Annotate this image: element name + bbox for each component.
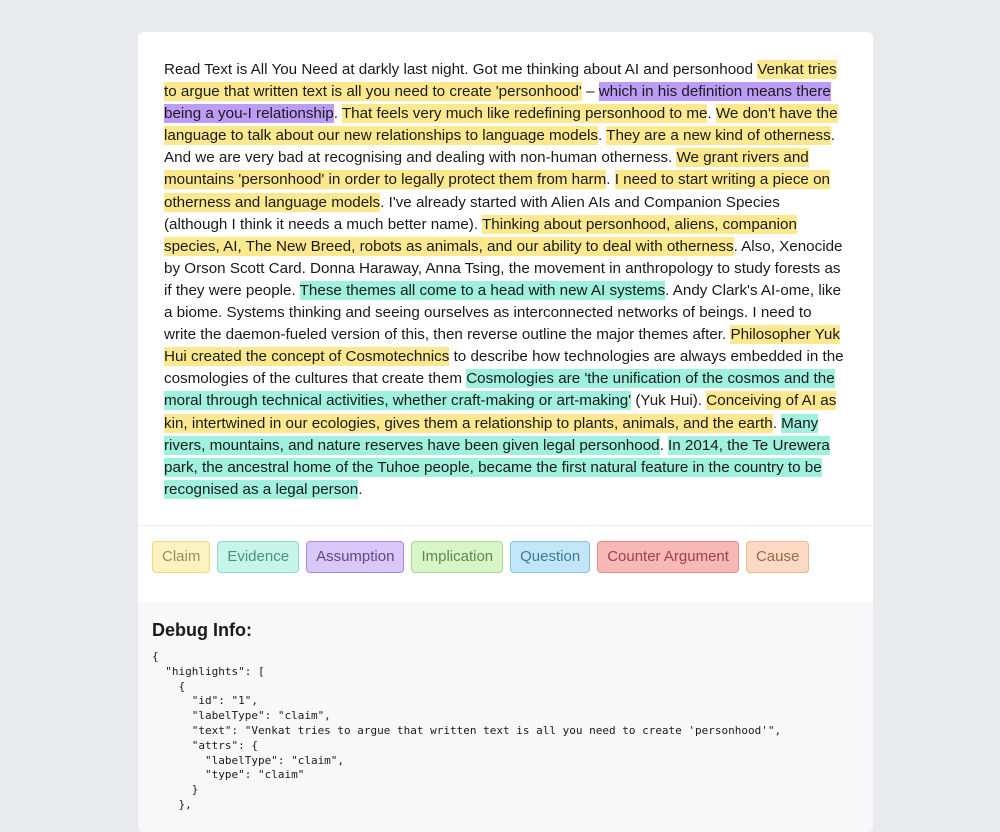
text-segment: . xyxy=(333,105,342,123)
claim-highlight[interactable]: Venkat tries to argue that written text is all you need to create 'personhood' xyxy=(164,61,837,101)
assumption-label-button[interactable]: Assumption xyxy=(306,541,404,573)
text-segment: (Yuk Hui). xyxy=(631,392,707,410)
text-segment: . Also, Xenocide by Orson Scott Card. Donna Haraway, Anna Tsing, the movement in anthropology to study forests as if they were people. xyxy=(164,237,843,299)
evidence-highlight[interactable]: In 2014, the Te Urewera park, the ancestral home of the Tuhoe people, became the first natural feature in the country to be recognised as a legal person xyxy=(164,436,830,498)
text-segment: . xyxy=(707,105,716,123)
claim-highlight[interactable]: We don't have the language to talk about our new relationships to language models xyxy=(164,105,838,145)
claim-highlight[interactable]: We grant rivers and mountains 'personhood' in order to legally protect them from harm xyxy=(164,149,809,189)
text-segment: . xyxy=(659,436,669,454)
annotation-card xyxy=(138,32,873,832)
counter-argument-label-button[interactable]: Counter Argument xyxy=(597,541,739,573)
label-toolbar xyxy=(138,526,873,602)
debug-title: Debug Info: xyxy=(152,620,252,640)
text-segment: . xyxy=(358,480,363,498)
assumption-highlight[interactable]: which in his definition means there being a you-I relationship xyxy=(164,83,831,123)
claim-highlight[interactable]: Conceiving of AI as kin, intertwined in our ecologies, gives them a relationship to plants, animals, and the earth xyxy=(164,392,837,432)
debug-panel xyxy=(138,602,873,832)
implication-label-button[interactable]: Implication xyxy=(411,541,503,573)
annotated-text[interactable] xyxy=(138,32,873,526)
evidence-highlight[interactable]: Cosmologies are 'the unification of the cosmos and the moral through technical activities, whether craft-making or art-making' xyxy=(164,370,835,410)
text-segment: to describe how technologies are always embedded in the cosmologies of the cultures that create them xyxy=(164,348,844,388)
question-label-button[interactable]: Question xyxy=(510,541,590,573)
evidence-label-button[interactable]: Evidence xyxy=(217,541,299,573)
text-segment: . xyxy=(598,127,607,145)
claim-highlight[interactable]: They are a new kind of otherness xyxy=(606,127,831,145)
evidence-highlight[interactable]: These themes all come to a head with new AI systems xyxy=(299,281,666,299)
claim-highlight[interactable]: I need to start writing a piece on otherness and language models xyxy=(164,171,830,211)
text-segment: . xyxy=(772,414,782,432)
text-segment: . And we are very bad at recognising and dealing with non-human otherness. xyxy=(164,127,835,167)
text-segment: Read Text is All You Need at darkly last night. Got me thinking about AI and personhood xyxy=(164,61,758,78)
evidence-highlight[interactable]: Many rivers, mountains, and nature reserves have been given legal personhood xyxy=(164,414,819,454)
debug-json: { "highlights": [ { "id": "1", "labelType": "claim", "text": "Venkat tries to argue that written text is all you need to create 'personhood'", "attrs": { "labelType": "claim", "type": "claim" } }, xyxy=(152,650,782,811)
text-segment: . Andy Clark's AI-ome, like a biome. Systems thinking and seeing ourselves as interconnected networks of beings. I need to write the daemon-fueled version of this, then reverse outline the major themes after. xyxy=(164,281,842,344)
text-segment: . I've already started with Alien AIs and Companion Species (although I think it needs a much better name). xyxy=(164,193,780,233)
text-segment: . xyxy=(606,171,615,189)
claim-highlight[interactable]: Thinking about personhood, aliens, companion species, AI, The New Breed, robots as animals, and our ability to deal with otherness xyxy=(164,215,797,255)
claim-label-button[interactable]: Claim xyxy=(152,541,210,573)
text-segment: – xyxy=(581,83,599,101)
claim-highlight[interactable]: Philosopher Yuk Hui created the concept of Cosmotechnics xyxy=(164,326,840,366)
claim-highlight[interactable]: That feels very much like redefining personhood to me xyxy=(341,105,708,123)
cause-label-button[interactable]: Cause xyxy=(746,541,809,573)
